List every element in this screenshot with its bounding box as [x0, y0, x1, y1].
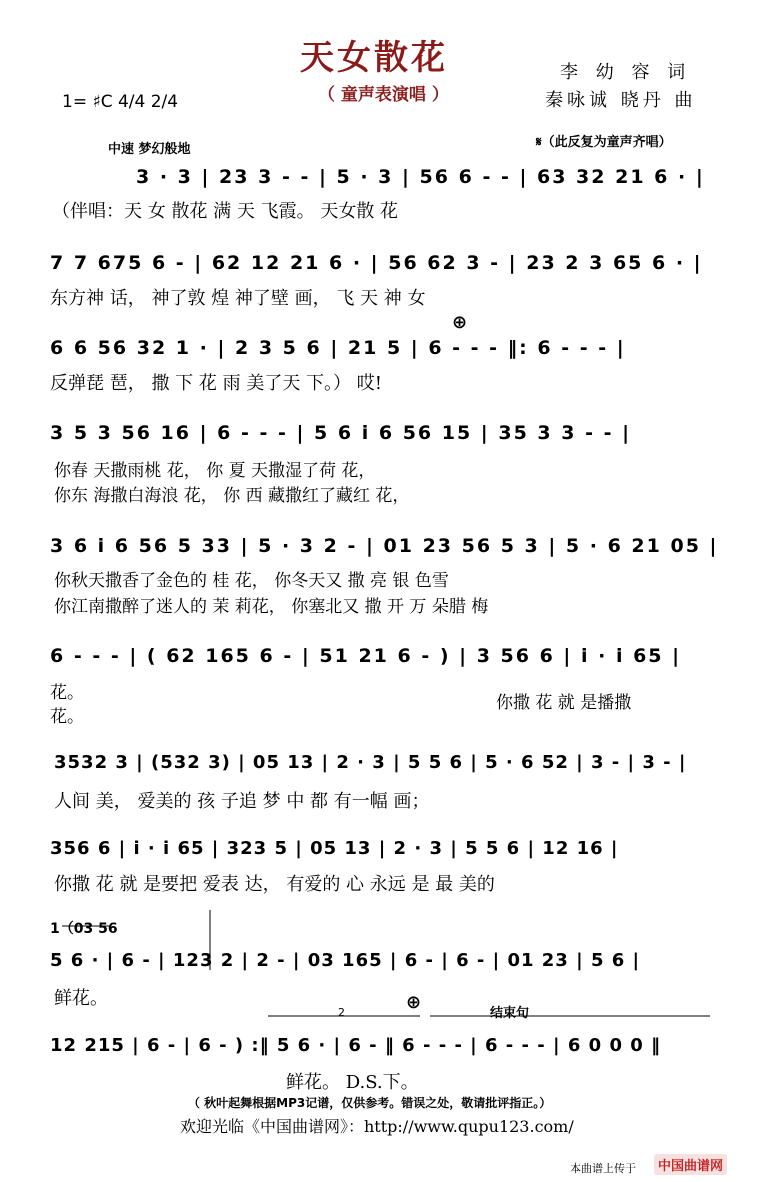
repeat-note: 𝄋（此反复为童声齐唱）	[536, 135, 672, 150]
footer-welcome: 欢迎光临《中国曲谱网》：http://www.qupu123.com/	[180, 1117, 574, 1136]
score-line-10-notes: 12 215 | 6 - | 6 - ) :‖ 5 6 · | 6 - ‖ 6 - - - | 6 - - - | 6 0 0 0 ‖	[50, 1035, 662, 1056]
coda-mark-2: ⊕	[406, 992, 422, 1013]
composer-credit: 秦咏诚 晓丹 曲	[545, 90, 697, 111]
tempo-marking: 中速 梦幻般地	[108, 142, 191, 157]
upload-label: 本曲谱上传于	[570, 1162, 636, 1175]
site-logo[interactable]: 中国曲谱网	[654, 1154, 727, 1175]
score-line-5-notes: 3 6 i 6 56 5 33 | 5 · 3 2 - | 01 23 56 5 3 | 5 · 6 21 05 |	[50, 535, 719, 557]
score-line-4-notes: 3 5 3 56 16 | 6 - - - | 5 6 i 6 56 15 | 35 3 3 - - |	[50, 422, 632, 444]
score-line-1-lyric-1: （伴唱：天 女 散花 满 天 飞霞。 天女散 花	[52, 201, 399, 222]
score-line-6-lyric-3: 你撒 花 就 是播撒	[496, 693, 632, 713]
score-line-2-lyric-1: 东方神 话， 神了敦 煌 神了壁 画， 飞 天 神 女	[50, 288, 426, 309]
score-line-9-notes: 5 6 · | 6 - | 123 2 | 2 - | 03 165 | 6 - | 6 - | 01 23 | 5 6 |	[50, 950, 641, 971]
footer-note: （ 秋叶起舞根据MP3记谱，仅供参考。错误之处，敬请批评指正。）	[188, 1096, 552, 1110]
score-line-3-lyric-1: 反弹琵 琶， 撒 下 花 雨 美了天 下。） 哎!	[50, 373, 383, 394]
score-line-8-lyric-1: 你撒 花 就 是要把 爱表 达， 有爱的 心 永远 是 最 美的	[54, 874, 495, 895]
score-line-10-lyric-1: 鲜花。 D.S.下。	[286, 1072, 419, 1093]
volta-1-label: 1（03 56	[50, 921, 118, 937]
coda-mark-1: ⊕	[452, 312, 468, 333]
score-line-4-lyric-1: 你春 天撒雨桃 花， 你 夏 天撒湿了荷 花，	[54, 461, 376, 481]
lyricist-credit: 李 幼 容 词	[560, 62, 692, 83]
score-line-7-lyric-1: 人间 美， 爱美的 孩 子追 梦 中 都 有一幅 画；	[54, 791, 430, 812]
score-line-5-lyric-2: 你江南撒醉了迷人的 茉 莉花， 你塞北又 撒 开 万 朵腊 梅	[54, 597, 489, 617]
ending-label: 结束句	[490, 1006, 530, 1021]
score-line-8-notes: 356 6 | i · i 65 | 323 5 | 05 13 | 2 · 3 | 5 5 6 | 12 16 |	[50, 838, 619, 859]
score-line-2-notes: 7 7 675 6 - | 62 12 21 6 · | 56 62 3 - | 23 2 3 65 6 · |	[50, 252, 703, 274]
score-line-6-notes: 6 - - - | ( 62 165 6 - | 51 21 6 - ) | 3 56 6 | i · i 65 |	[50, 645, 682, 667]
score-line-6-lyric-2: 花。	[50, 707, 84, 727]
score-line-3-notes: 6 6 56 32 1 · | 2 3 5 6 | 21 5 | 6 - - - ‖: 6 - - - |	[50, 337, 626, 359]
song-subtitle: （ 童声表演唱 ）	[318, 85, 449, 105]
score-line-7-notes: 3532 3 | (532 3) | 05 13 | 2 · 3 | 5 5 6 | 5 · 6 52 | 3 - | 3 - |	[54, 752, 687, 773]
score-line-1-notes: 3 · 3 | 23 3 - - | 5 · 3 | 56 6 - - | 63 32 21 6 · |	[136, 166, 705, 188]
song-title: 天女散花	[300, 38, 448, 78]
volta-2-label: 2	[338, 1006, 345, 1019]
score-line-6-lyric-1: 花。	[50, 683, 84, 703]
score-line-5-lyric-1: 你秋天撒香了金色的 桂 花， 你冬天又 撒 亮 银 色雪	[54, 571, 449, 591]
score-line-9-lyric-1: 鲜花。	[54, 988, 108, 1009]
score-line-4-lyric-2: 你东 海撒白海浪 花， 你 西 藏撒红了藏红 花，	[54, 486, 410, 506]
key-signature: 1= ♯C 4/4 2/4	[62, 92, 179, 112]
